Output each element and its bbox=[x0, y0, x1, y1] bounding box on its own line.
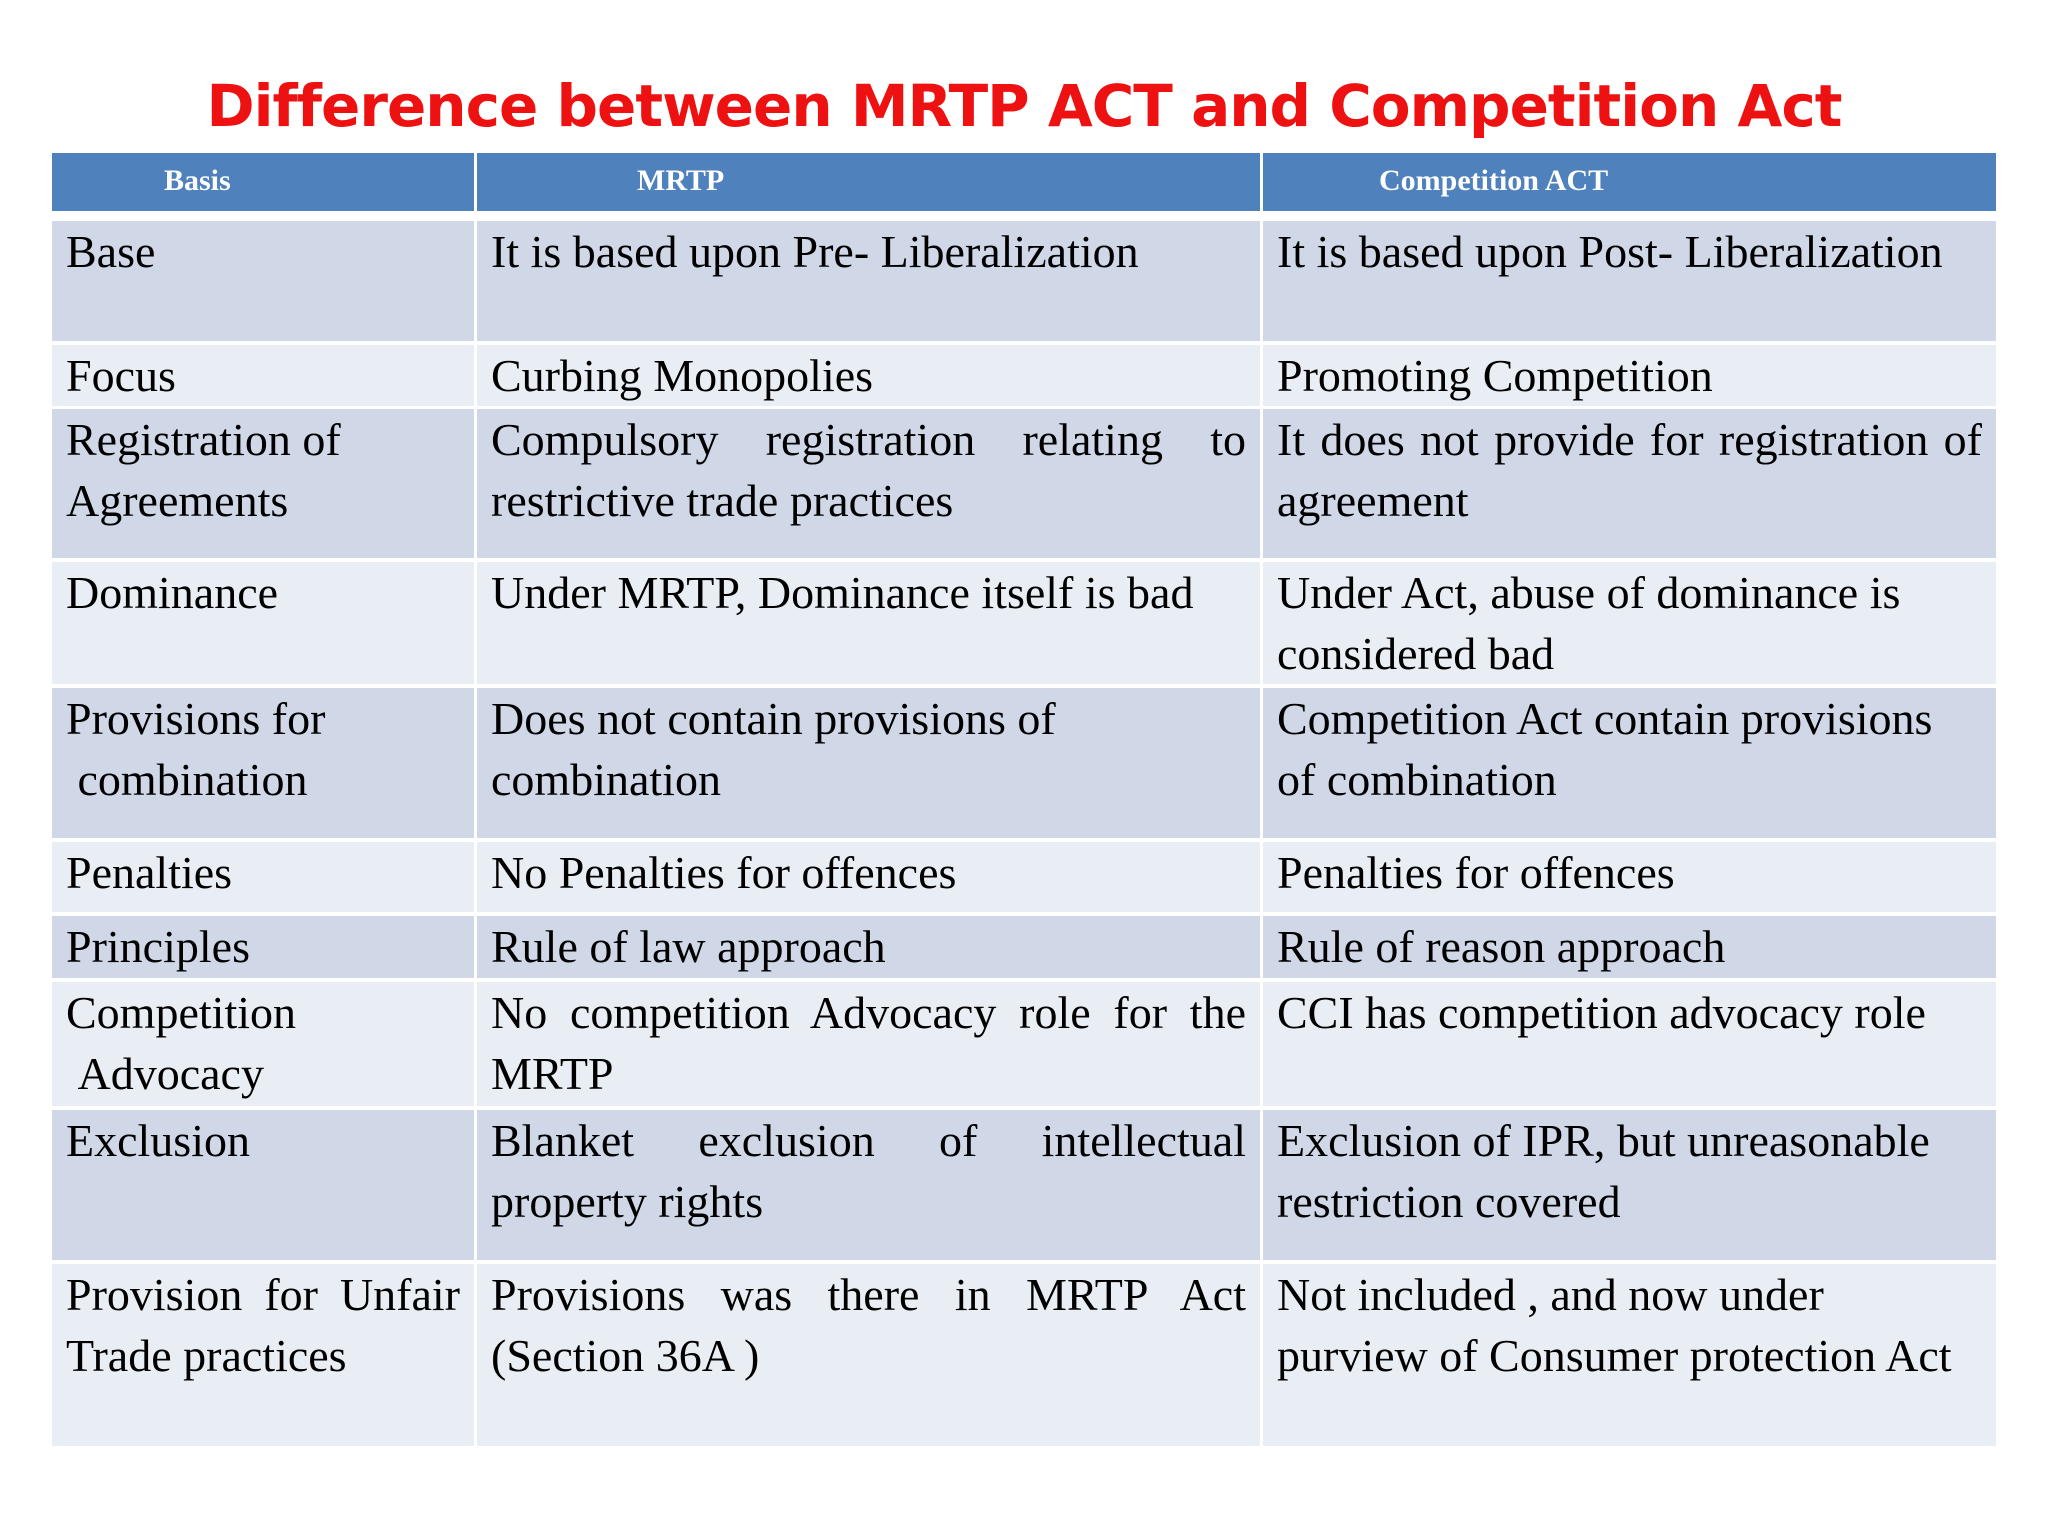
mrtp-cell: Provisions was there in MRTP Act (Section 36A ) bbox=[477, 1264, 1263, 1446]
table-row bbox=[52, 562, 1996, 688]
slide-title: Difference between MRTP ACT and Competition Act bbox=[206, 72, 1842, 140]
mrtp-cell: Under MRTP, Dominance itself is bad bbox=[477, 562, 1263, 684]
table-header-row bbox=[52, 153, 1996, 215]
competition-cell: Competition Act contain provisions of combination bbox=[1263, 688, 1996, 838]
comparison-table bbox=[52, 153, 1996, 1450]
basis-cell: Competition Advocacy bbox=[52, 982, 477, 1106]
table-row bbox=[52, 982, 1996, 1110]
table-row bbox=[52, 1110, 1996, 1264]
competition-cell: Exclusion of IPR, but unreasonable restriction covered bbox=[1263, 1110, 1996, 1260]
mrtp-cell: Rule of law approach bbox=[477, 916, 1263, 978]
table-row bbox=[52, 688, 1996, 842]
table-row bbox=[52, 345, 1996, 409]
competition-cell: Not included , and now under purview of Consumer protection Act bbox=[1263, 1264, 1996, 1446]
competition-cell: It is based upon Post- Liberalization bbox=[1263, 221, 1996, 341]
basis-cell: Focus bbox=[52, 345, 477, 406]
mrtp-cell: Blanket exclusion of intellectual property rights bbox=[477, 1110, 1263, 1260]
basis-cell: Penalties bbox=[52, 842, 477, 912]
header-basis: Basis bbox=[52, 153, 477, 211]
table-row bbox=[52, 221, 1996, 345]
header-mrtp: MRTP bbox=[477, 153, 1263, 211]
table-row bbox=[52, 1264, 1996, 1450]
mrtp-cell: No competition Advocacy role for the MRTP bbox=[477, 982, 1263, 1106]
competition-cell: Promoting Competition bbox=[1263, 345, 1996, 406]
mrtp-cell: Curbing Monopolies bbox=[477, 345, 1263, 406]
mrtp-cell: Does not contain provisions of combination bbox=[477, 688, 1263, 838]
competition-cell: CCI has competition advocacy role bbox=[1263, 982, 1996, 1106]
table-row bbox=[52, 916, 1996, 982]
basis-cell: Provisions for combination bbox=[52, 688, 477, 838]
basis-cell: Base bbox=[52, 221, 477, 341]
mrtp-cell: No Penalties for offences bbox=[477, 842, 1263, 912]
basis-cell: Principles bbox=[52, 916, 477, 978]
mrtp-cell: Compulsory registration relating to restrictive trade practices bbox=[477, 409, 1263, 558]
competition-cell: Penalties for offences bbox=[1263, 842, 1996, 912]
competition-cell: Under Act, abuse of dominance is considered bad bbox=[1263, 562, 1996, 684]
competition-cell: Rule of reason approach bbox=[1263, 916, 1996, 978]
basis-cell: Registration of Agreements bbox=[52, 409, 477, 558]
basis-cell: Dominance bbox=[52, 562, 477, 684]
basis-cell: Exclusion bbox=[52, 1110, 477, 1260]
mrtp-cell: It is based upon Pre- Liberalization bbox=[477, 221, 1263, 341]
table-row bbox=[52, 842, 1996, 916]
basis-cell: Provision for Unfair Trade practices bbox=[52, 1264, 477, 1446]
competition-cell: It does not provide for registration of agreement bbox=[1263, 409, 1996, 558]
table-row bbox=[52, 409, 1996, 562]
header-competition-act: Competition ACT bbox=[1263, 153, 1996, 211]
